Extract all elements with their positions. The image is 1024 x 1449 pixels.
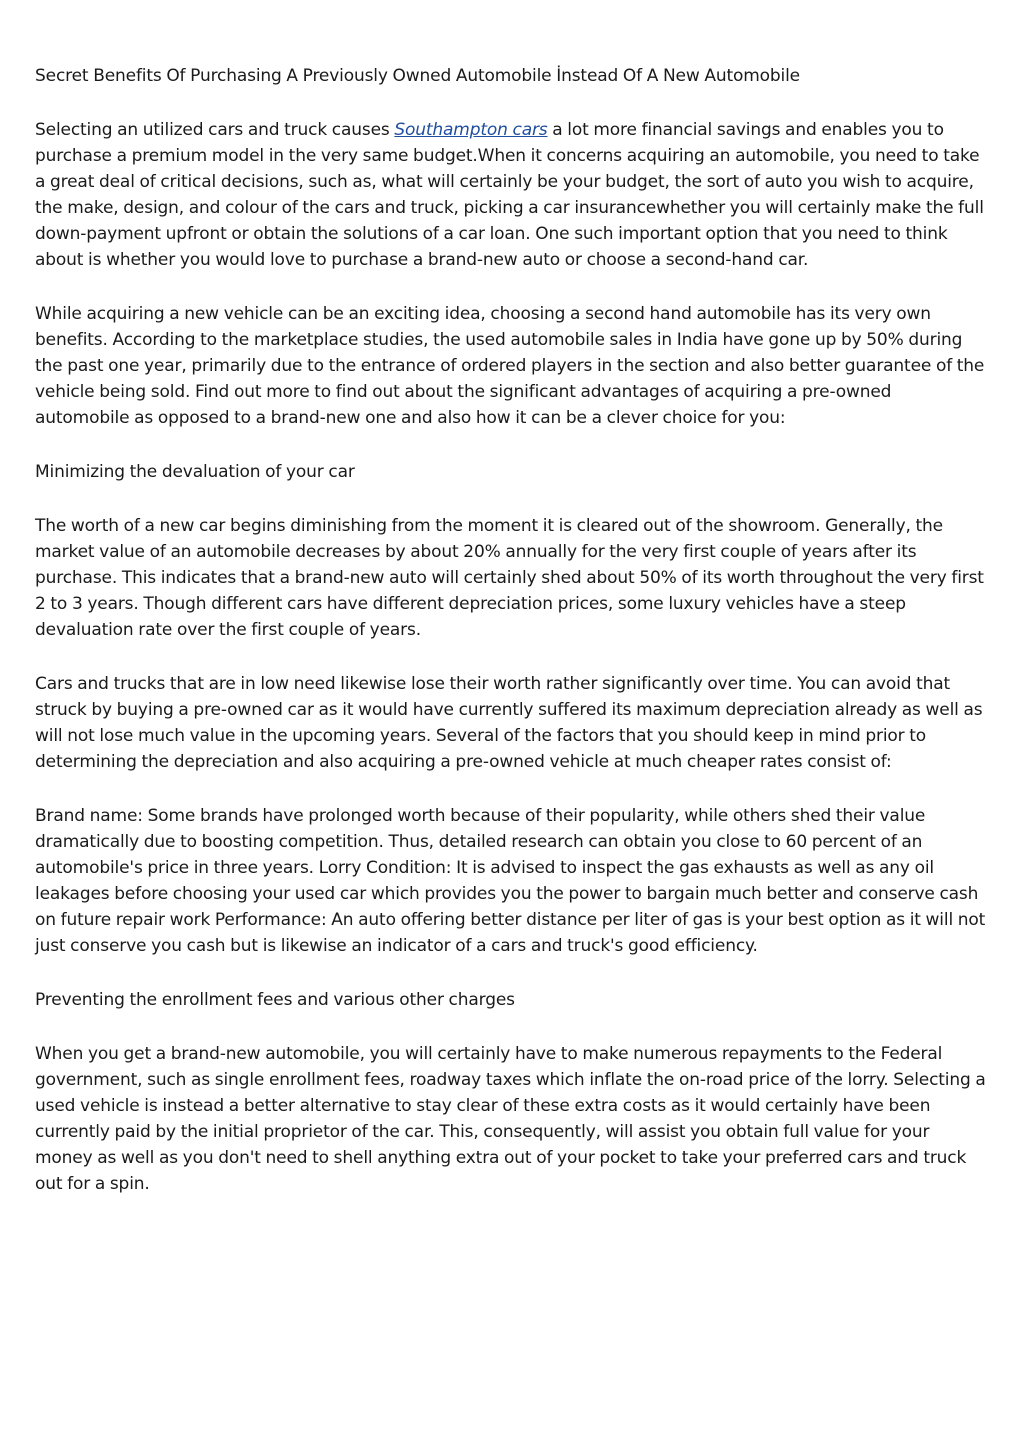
article-title: Secret Benefits Of Purchasing A Previously Owned Automobile İnstead Of A New Automobile [35, 66, 800, 86]
depreciation-paragraph: The worth of a new car begins diminishing from the moment it is cleared out of the showroom. Generally, the market value of an automobile decreases by about 20% annually for the very first couple of years after its purchase. This indicates that a brand-new auto will certainly shed about 50% of its worth throughout the very first 2 to 3 years. Though different cars have different depreciation prices, some luxury vehicles have a steep devaluation rate over the first couple of years. [35, 516, 984, 640]
intro-text-after-link: a lot more financial savings and enables you to purchase a premium model in the very same budget.When it concerns acquiring an automobile, you need to take a great deal of critical decisions, such as, what will certainly be your budget, the sort of auto you wish to acquire, the make, design, and colour of the cars and truck, picking a car insurancewhether you will certainly make the full down-payment upfront or obtain the solutions of a car loan. One such important option that you need to think about is whether you would love to purchase a brand-new auto or choose a second-hand car. [35, 120, 984, 270]
low-demand-paragraph: Cars and trucks that are in low need likewise lose their worth rather significantly over time. You can avoid that struck by buying a pre-owned car as it would have currently suffered its maximum depreciation already as well as will not lose much value in the upcoming years. Several of the factors that you should keep in mind prior to determining the depreciation and also acquiring a pre-owned vehicle at much cheaper rates consist of: [35, 674, 983, 772]
fees-paragraph: When you get a brand-new automobile, you will certainly have to make numerous repayments to the Federal government, such as single enrollment fees, roadway taxes which inflate the on-road price of the lorry. Selecting a used vehicle is instead a better alternative to stay clear of these extra costs as it would certainly have been currently paid by the initial proprietor of the car. This, consequently, will assist you obtain full value for your money as well as you don't need to shell anything extra out of your pocket to take your preferred cars and truck out for a spin. [35, 1044, 986, 1194]
factors-paragraph: Brand name: Some brands have prolonged worth because of their popularity, while others shed their value dramatically due to boosting competition. Thus, detailed research can obtain you close to 60 percent of an automobile's price in three years. Lorry Condition: It is advised to inspect the gas exhausts as well as any oil leakages before choosing your used car which provides you the power to bargain much better and conserve cash on future repair work Performance: An auto offering better distance per liter of gas is your best option as it will not just conserve you cash but is likewise an indicator of a cars and truck's good efficiency. [35, 806, 986, 956]
benefits-paragraph: While acquiring a new vehicle can be an exciting idea, choosing a second hand automobile has its very own benefits. According to the marketplace studies, the used automobile sales in India have gone up by 50% during the past one year, primarily due to the entrance of ordered players in the section and also better guarantee of the vehicle being sold. Find out more to find out about the significant advantages of acquiring a pre-owned automobile as opposed to a brand-new one and also how it can be a clever choice for you: [35, 304, 985, 428]
intro-paragraph [35, 117, 989, 273]
document-page [35, 63, 989, 1225]
intro-text-before-link: Selecting an utilized cars and truck causes [35, 120, 395, 140]
section-heading-fees: Preventing the enrollment fees and various other charges [35, 990, 515, 1010]
southampton-cars-link[interactable]: Southampton cars [394, 120, 548, 140]
section-heading-devaluation: Minimizing the devaluation of your car [35, 462, 355, 482]
